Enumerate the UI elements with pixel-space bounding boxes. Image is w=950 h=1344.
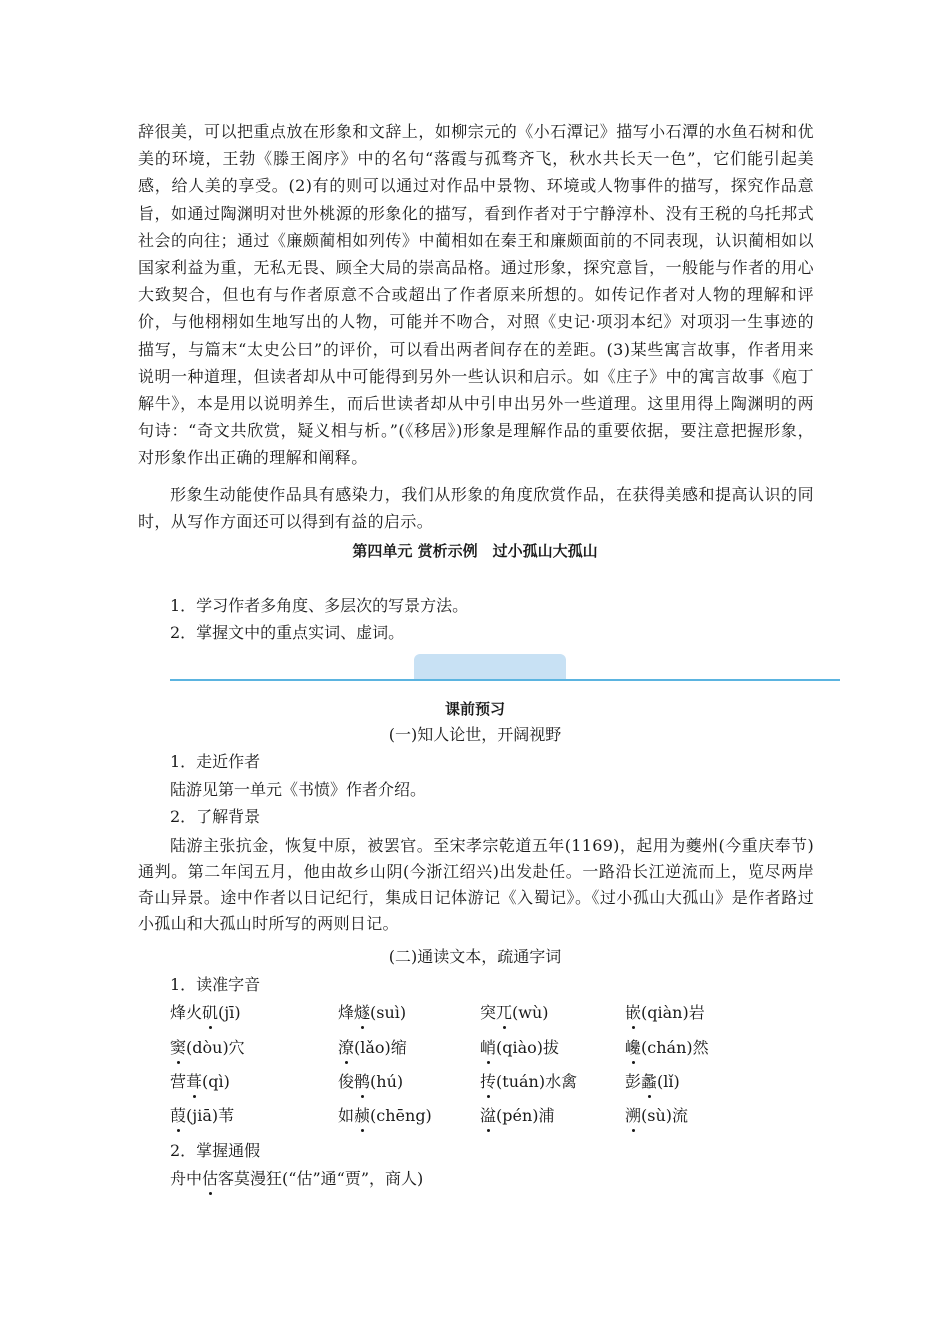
vocab-item [480,1072,577,1092]
vocab-dotted-char: 葭 [170,1106,187,1125]
vocab-pre: 烽 [338,1003,355,1022]
vocab-dotted-char: 巉 [625,1038,642,1057]
vocab-item [338,1003,406,1023]
vocab-pinyin: (jiā)苇 [186,1106,235,1125]
vocab-pre: 彭 [625,1072,642,1091]
vocab-dotted-char: 鹘 [354,1072,371,1091]
vocab-pre: 突 [480,1003,497,1022]
vocab-pinyin: (qiào)拔 [496,1038,560,1057]
vocab-dotted-char: 抟 [480,1072,497,1091]
tongjia-post: 客莫漫狂(“估”通“贾”，商人) [218,1169,424,1188]
vocab-pre: 营 [170,1072,187,1091]
vocab-pinyin: (lǐ) [657,1072,680,1091]
vocab-pinyin: (wù) [512,1003,549,1022]
subsection-2-title: (二)通读文本，疏通字词 [388,947,562,966]
vocab-item [170,1038,245,1058]
section-title: 课前预习 [444,700,505,718]
vocab-pinyin: (chán)然 [641,1038,709,1057]
subsection-1-title: (一)知人论世，开阔视野 [388,725,562,744]
vocab-dotted-char: 峭 [480,1038,497,1057]
closing-paragraph-text: 形象生动能使作品具有感染力，我们从形象的角度欣赏作品，在获得美感和提高认识的同时，从写作方面还可以得到有益的启示。 [138,485,814,532]
vocab-item [625,1038,709,1058]
vocab-dotted-char: 潦 [338,1038,355,1057]
vocab-item [338,1072,403,1092]
vocab-item [338,1038,407,1058]
vocab-pinyin: (suì) [370,1003,407,1022]
vocab-pinyin: (hú) [370,1072,404,1091]
vocab-item [170,1106,234,1126]
tongjia-pre: 舟中 [170,1169,203,1188]
section-divider [170,679,840,681]
vocab-pinyin: (pén)浦 [496,1106,555,1125]
vocab-dotted-char: 兀 [496,1003,513,1022]
tongjia-item [170,1169,423,1189]
vocab-dotted-char: 赪 [354,1106,371,1125]
vocab-item [480,1106,555,1126]
vocab-item [170,1072,230,1092]
vocab-dotted-char: 窦 [170,1038,187,1057]
item-2-title: 2．了解背景 [170,807,261,826]
vocab-pre: 烽火 [170,1003,203,1022]
objective-2: 2．掌握文中的重点实词、虚词。 [170,623,405,642]
vocab-pinyin: (chēng) [370,1106,432,1125]
vocab-dotted-char: 溯 [625,1106,642,1125]
item-2-text: 陆游主张抗金，恢复中原，被罢官。至宋孝宗乾道五年(1169)，起用为夔州(今重庆奉节)通判。第二年闰五月，他由故乡山阴(今浙江绍兴)出发赴任。一路沿长江逆流而上，览尽两岸奇山异景。途中作者以日记纪行，集成日记体游记《入蜀记》。《过小孤山大孤山》是作者路过小孤山和大孤山时所写的两则日记。 [138,836,814,933]
vocab-item [625,1106,688,1126]
vocab-dotted-char: 蠡 [641,1072,658,1091]
vocab-item [480,1038,559,1058]
vocab-dotted-char: 湓 [480,1106,497,1125]
objective-1: 1．学习作者多角度、多层次的写景方法。 [170,596,469,615]
tongjia-dotted-char: 估 [202,1169,219,1188]
tongjia-title: 2．掌握通假 [170,1141,261,1160]
vocab-item [338,1106,432,1126]
vocab-pre: 如 [338,1106,355,1125]
vocab-pinyin: (qiàn)岩 [641,1003,705,1022]
vocab-pinyin: (lǎo)缩 [354,1038,407,1057]
section-tab-decoration [414,654,566,680]
item-1-text: 陆游见第一单元《书愤》作者介绍。 [170,780,427,799]
item-1-title: 1．走近作者 [170,752,261,771]
vocab-pinyin: (sù)流 [641,1106,689,1125]
vocab-dotted-char: 嵌 [625,1003,642,1022]
vocab-pinyin: (dòu)穴 [186,1038,245,1057]
vocab-dotted-char: 葺 [186,1072,203,1091]
vocab-item [480,1003,549,1023]
vocab-item [625,1072,680,1092]
unit-title: 第四单元 赏析示例 过小孤山大孤山 [352,542,598,560]
closing-paragraph [138,481,814,535]
pronunciation-title: 1．读准字音 [170,975,261,994]
intro-paragraph: 辞很美，可以把重点放在形象和文辞上，如柳宗元的《小石潭记》描写小石潭的水鱼石树和优美的环境，王勃《滕王阁序》中的名句“落霞与孤骛齐飞，秋水共长天一色”，它们能引起美感，给人美的享受。(2)有的则可以通过对作品中景物、环境或人物事件的描写，探究作品意旨，如通过陶渊明对世外桃源的形象化的描写，看到作者对于宁静淳朴、没有王税的乌托邦式社会的向往；通过《廉颇蔺相如列传》中蔺相如在秦王和廉颇面前的不同表现，认识蔺相如以国家利益为重，无私无畏、顾全大局的崇高品格。通过形象，探究意旨，一般能与作者的用心大致契合，但也有与作者原意不合或超出了作者原来所想的。如传记作者对人物的理解和评价，与他栩栩如生地写出的人物，可能并不吻合，对照《史记·项羽本纪》对项羽一生事迹的描写，与篇末“太史公曰”的评价，可以看出两者间存在的差距。(3)某些寓言故事，作者用来说明一种道理，但读者却从中可能得到另外一些认识和启示。如《庄子》中的寓言故事《庖丁解牛》，本是用以说明养生，而后世读者却从中引申出另外一些道理。这里用得上陶渊明的两句诗：“奇文共欣赏，疑义相与析。”(《移居》)形象是理解作品的重要依据，要注意把握形象，对形象作出正确的理解和阐释。 [138,122,814,468]
vocab-pre: 俊 [338,1072,355,1091]
vocab-pinyin: (tuán)水禽 [496,1072,578,1091]
vocab-item [625,1003,705,1023]
vocab-item [170,1003,241,1023]
vocab-dotted-char: 矶 [202,1003,219,1022]
vocab-pinyin: (jī) [218,1003,241,1022]
vocab-dotted-char: 燧 [354,1003,371,1022]
vocab-pinyin: (qì) [202,1072,230,1091]
